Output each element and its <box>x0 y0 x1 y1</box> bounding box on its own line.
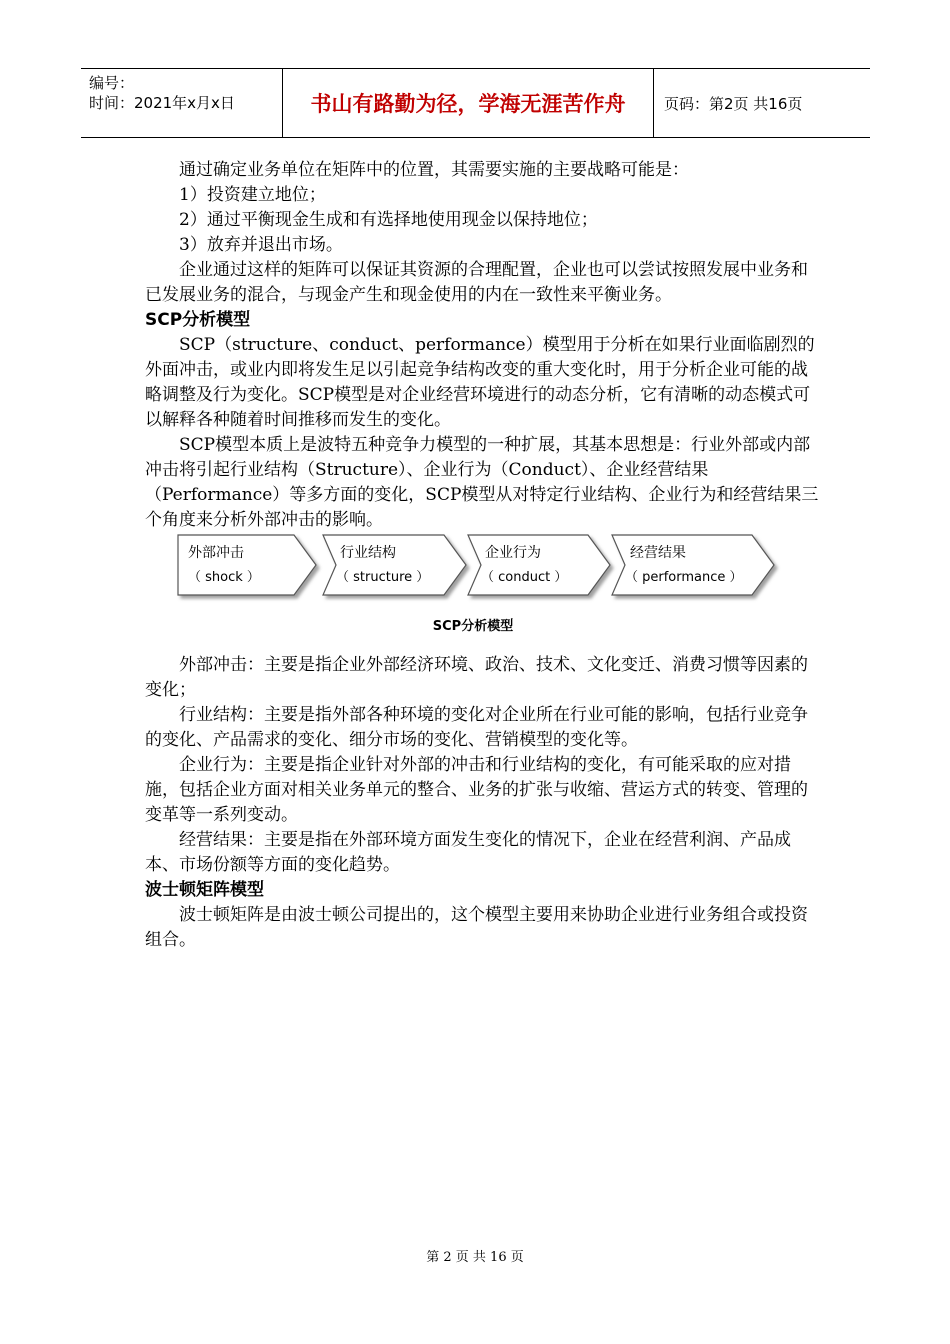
list-item: 2）通过平衡现金生成和有选择地使用现金以保持地位； <box>179 210 598 230</box>
flow-step-conduct <box>468 535 610 595</box>
number-label: 编号： <box>89 74 135 92</box>
page-header <box>81 68 870 138</box>
flow-step-title: 经营结果 <box>630 545 686 561</box>
header-meta <box>81 69 283 137</box>
flow-step-structure <box>323 535 466 595</box>
flow-step-subtitle: （ structure ） <box>336 570 430 585</box>
paragraph: SCP模型本质上是波特五种竞争力模型的一种扩展，其基本思想是：行业外部或内部冲击将引起行业结构（Structure）、企业行为（Conduct）、企业经营结果（Performance）等多方面的变化，SCP模型从对特定行业结构、企业行为和经营结果三个角度来分析外部冲击的影响。 <box>145 435 819 530</box>
time-label: 时间：2021年x月x日 <box>89 94 235 112</box>
page-footer: 第 2 页 共 16 页 <box>426 1250 524 1265</box>
flow-step-subtitle: （ performance ） <box>625 570 743 585</box>
section-heading-scp: SCP分析模型 <box>145 310 251 330</box>
paragraph: 通过确定业务单位在矩阵中的位置，其需要实施的主要战略可能是： <box>179 160 689 180</box>
paragraph: 经营结果：主要是指在外部环境方面发生变化的情况下，企业在经营利润、产品成本、市场份额等方面的变化趋势。 <box>145 830 791 875</box>
section-heading-bcg: 波士顿矩阵模型 <box>145 880 264 900</box>
header-motto: 书山有路勤为径，学海无涯苦作舟 <box>283 69 654 137</box>
paragraph: 外部冲击：主要是指企业外部经济环境、政治、技术、文化变迁、消费习惯等因素的变化； <box>145 655 808 700</box>
list-item: 1）投资建立地位； <box>179 185 326 205</box>
list-item: 3）放弃并退出市场。 <box>179 235 343 255</box>
document-body <box>145 158 822 953</box>
flow-step-title: 行业结构 <box>340 545 396 561</box>
scp-flow-svg <box>176 533 786 651</box>
flow-step-performance <box>612 535 774 595</box>
paragraph: 企业通过这样的矩阵可以保证其资源的合理配置，企业也可以尝试按照发展中业务和已发展业务的混合，与现金产生和现金使用的内在一致性来平衡业务。 <box>145 260 808 305</box>
diagram-caption: SCP分析模型 <box>432 619 514 634</box>
scp-flow-diagram <box>145 533 822 653</box>
flow-step-shock <box>178 535 316 595</box>
flow-step-title: 企业行为 <box>485 545 541 561</box>
paragraph: 企业行为：主要是指企业针对外部的冲击和行业结构的变化，有可能采取的应对措施，包括企业方面对相关业务单元的整合、业务的扩张与收缩、营运方式的转变、管理的变革等一系列变动。 <box>145 755 808 825</box>
flow-step-subtitle: （ shock ） <box>188 570 260 585</box>
flow-step-title: 外部冲击 <box>188 545 244 561</box>
paragraph: 波士顿矩阵是由波士顿公司提出的，这个模型主要用来协助企业进行业务组合或投资组合。 <box>145 905 808 950</box>
paragraph: 行业结构：主要是指外部各种环境的变化对企业所在行业可能的影响，包括行业竞争的变化、产品需求的变化、细分市场的变化、营销模型的变化等。 <box>145 705 808 750</box>
header-page-info: 页码：第2页 共16页 <box>664 94 803 113</box>
flow-step-subtitle: （ conduct ） <box>481 570 568 585</box>
paragraph: SCP（structure、conduct、performance）模型用于分析在如果行业面临剧烈的外面冲击，或业内即将发生足以引起竞争结构改变的重大变化时，用于分析企业可能的战略调整及行为变化。SCP模型是对企业经营环境进行的动态分析，它有清晰的动态模式可以解释各种随着时间推移而发生的变化。 <box>145 335 815 430</box>
